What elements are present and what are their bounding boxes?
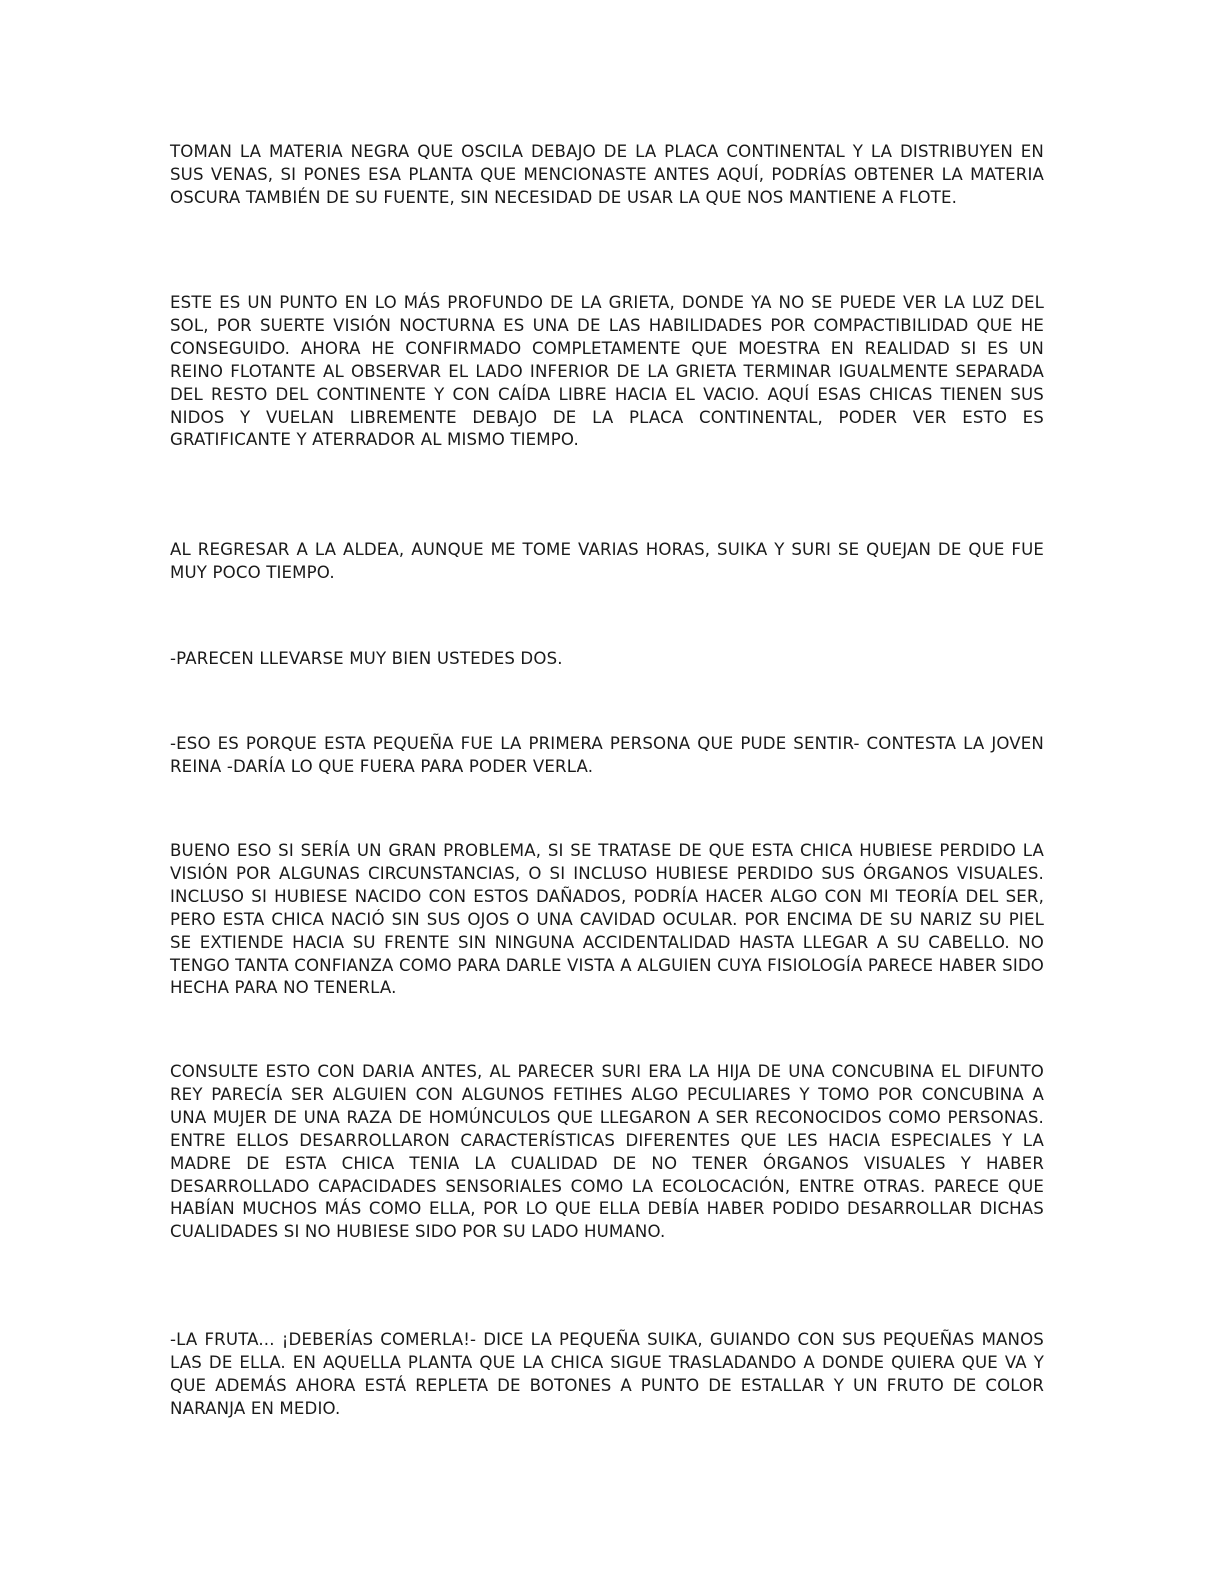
paragraph-6: BUENO ESO SI SERÍA UN GRAN PROBLEMA, SI SE TRATASE DE QUE ESTA CHICA HUBIESE PERDIDO LA VISIÓN POR ALGUNAS CIRCUNSTANCIAS, O SI INCLUSO HUBIESE PERDIDO SUS ÓRGANOS VISUALES. INCLUSO SI HUBIESE NACIDO CON ESTOS DAÑADOS, PODRÍA HACER ALGO CON MI TEORÍA DEL SER, PERO ESTA CHICA NACIÓ SIN SUS OJOS O UNA CAVIDAD OCULAR. POR ENCIMA DE SU NARIZ SU PIEL SE EXTIENDE HACIA SU FRENTE SIN NINGUNA ACCIDENTALIDAD HASTA LLEGAR A SU CABELLO. NO TENGO TANTA CONFIANZA COMO PARA DARLE VISTA A ALGUIEN CUYA FISIOLOGÍA PARECE HABER SIDO HECHA PARA NO TENERLA. — [170, 841, 1044, 998]
paragraph-3: AL REGRESAR A LA ALDEA, AUNQUE ME TOME VARIAS HORAS, SUIKA Y SURI SE QUEJAN DE QUE FUE MUY POCO TIEMPO. — [170, 540, 1044, 582]
paragraph-7: CONSULTE ESTO CON DARIA ANTES, AL PARECER SURI ERA LA HIJA DE UNA CONCUBINA EL DIFUNTO REY PARECÍA SER ALGUIEN CON ALGUNOS FETIHES ALGO PECULIARES Y TOMO POR CONCUBINA A UNA MUJER DE UNA RAZA DE HOMÚNCULOS QUE LLEGARON A SER RECONOCIDOS COMO PERSONAS. ENTRE ELLOS DESARROLLARON CARACTERÍSTICAS DIFERENTES QUE LES HACIA ESPECIALES Y LA MADRE DE ESTA CHICA TENIA LA CUALIDAD DE NO TENER ÓRGANOS VISUALES Y HABER DESARROLLADO CAPACIDADES SENSORIALES COMO LA ECOLOCACIÓN, ENTRE OTRAS. PARECE QUE HABÍAN MUCHOS MÁS COMO ELLA, POR LO QUE ELLA DEBÍA HABER PODIDO DESARROLLAR DICHAS CUALIDADES SI NO HUBIESE SIDO POR SU LADO HUMANO. — [170, 1062, 1044, 1242]
paragraph-4-dialogue: -PARECEN LLEVARSE MUY BIEN USTEDES DOS. — [170, 649, 563, 668]
paragraph-1: TOMAN LA MATERIA NEGRA QUE OSCILA DEBAJO DE LA PLACA CONTINENTAL Y LA DISTRIBUYEN EN SUS VENAS, SI PONES ESA PLANTA QUE MENCIONASTE ANTES AQUÍ, PODRÍAS OBTENER LA MATERIA OSCURA TAMBIÉN DE SU FUENTE, SIN NECESIDAD DE USAR LA QUE NOS MANTIENE A FLOTE. — [170, 142, 1044, 207]
paragraph-5-dialogue: -ESO ES PORQUE ESTA PEQUEÑA FUE LA PRIMERA PERSONA QUE PUDE SENTIR- CONTESTA LA JOVEN REINA -DARÍA LO QUE FUERA PARA PODER VERLA. — [170, 734, 1044, 776]
paragraph-2: ESTE ES UN PUNTO EN LO MÁS PROFUNDO DE LA GRIETA, DONDE YA NO SE PUEDE VER LA LUZ DEL SOL, POR SUERTE VISIÓN NOCTURNA ES UNA DE LAS HABILIDADES POR COMPACTIBILIDAD QUE HE CONSEGUIDO. AHORA HE CONFIRMADO COMPLETAMENTE QUE MOESTRA EN REALIDAD SI ES UN REINO FLOTANTE AL OBSERVAR EL LADO INFERIOR DE LA GRIETA TERMINAR IGUALMENTE SEPARADA DEL RESTO DEL CONTINENTE Y CON CAÍDA LIBRE HACIA EL VACIO. AQUÍ ESAS CHICAS TIENEN SUS NIDOS Y VUELAN LIBREMENTE DEBAJO DE LA PLACA CONTINENTAL, PODER VER ESTO ES GRATIFICANTE Y ATERRADOR AL MISMO TIEMPO. — [170, 293, 1044, 450]
paragraph-8-dialogue: -LA FRUTA... ¡DEBERÍAS COMERLA!- DICE LA PEQUEÑA SUIKA, GUIANDO CON SUS PEQUEÑAS MANOS LAS DE ELLA. EN AQUELLA PLANTA QUE LA CHICA SIGUE TRASLADANDO A DONDE QUIERA QUE VA Y QUE ADEMÁS AHORA ESTÁ REPLETA DE BOTONES A PUNTO DE ESTALLAR Y UN FRUTO DE COLOR NARANJA EN MEDIO. — [170, 1330, 1044, 1418]
